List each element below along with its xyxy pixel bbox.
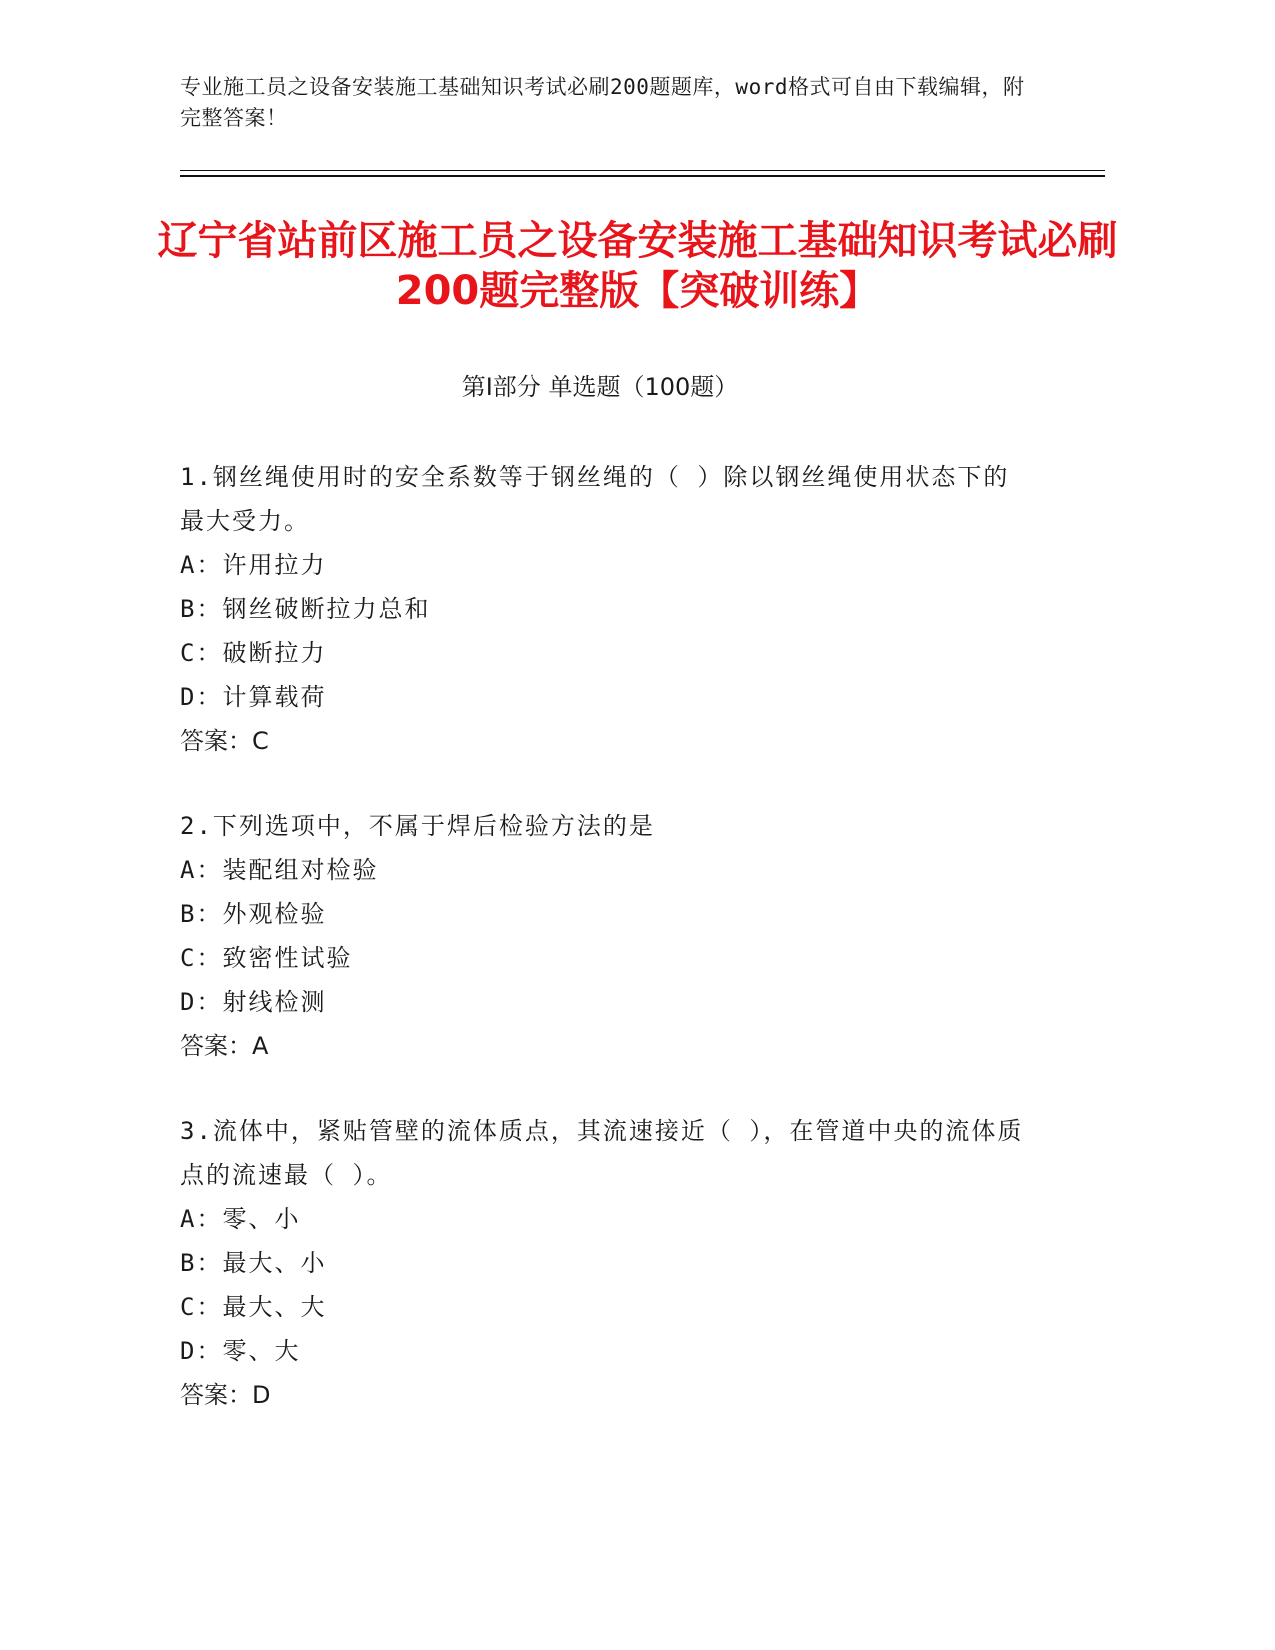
option-c: C：致密性试验: [180, 944, 353, 972]
option-b: B：外观检验: [180, 900, 327, 928]
option-b: B：钢丝破断拉力总和: [180, 595, 431, 623]
option-c: C：破断拉力: [180, 639, 327, 667]
question-3: [180, 1109, 1030, 1417]
question-stem: 3.流体中，紧贴管壁的流体质点，其流速接近（ ），在管道中央的流体质点的流速最（ ）。: [180, 1117, 1024, 1189]
option-d: D：射线检测: [180, 988, 327, 1016]
option-c: C：最大、大: [180, 1293, 327, 1321]
option-a: A：装配组对检验: [180, 856, 379, 884]
option-a: A：零、小: [180, 1205, 301, 1233]
question-stem: 2.下列选项中，不属于焊后检验方法的是: [180, 812, 655, 840]
question-stem: 1.钢丝绳使用时的安全系数等于钢丝绳的（ ）除以钢丝绳使用状态下的最大受力。: [180, 463, 1010, 535]
question-2: [180, 804, 1030, 1068]
answer: 答案：A: [180, 1032, 269, 1060]
header-divider-thin: [180, 170, 1105, 171]
section-title: 第I部分 单选题（100题）: [461, 373, 739, 401]
answer: 答案：C: [180, 727, 269, 755]
header-divider-thick: [180, 175, 1105, 177]
option-a: A：许用拉力: [180, 551, 327, 579]
option-b: B：最大、小: [180, 1249, 327, 1277]
option-d: D：计算载荷: [180, 683, 327, 711]
document-title: 辽宁省站前区施工员之设备安装施工基础知识考试必刷200题完整版【突破训练】: [157, 218, 1118, 314]
header-note: 专业施工员之设备安装施工基础知识考试必刷200题题库，word格式可自由下载编辑，附完整答案！: [180, 75, 1025, 130]
option-d: D：零、大: [180, 1337, 301, 1365]
question-list: [180, 455, 1030, 1458]
answer: 答案：D: [180, 1381, 271, 1409]
question-1: [180, 455, 1030, 763]
